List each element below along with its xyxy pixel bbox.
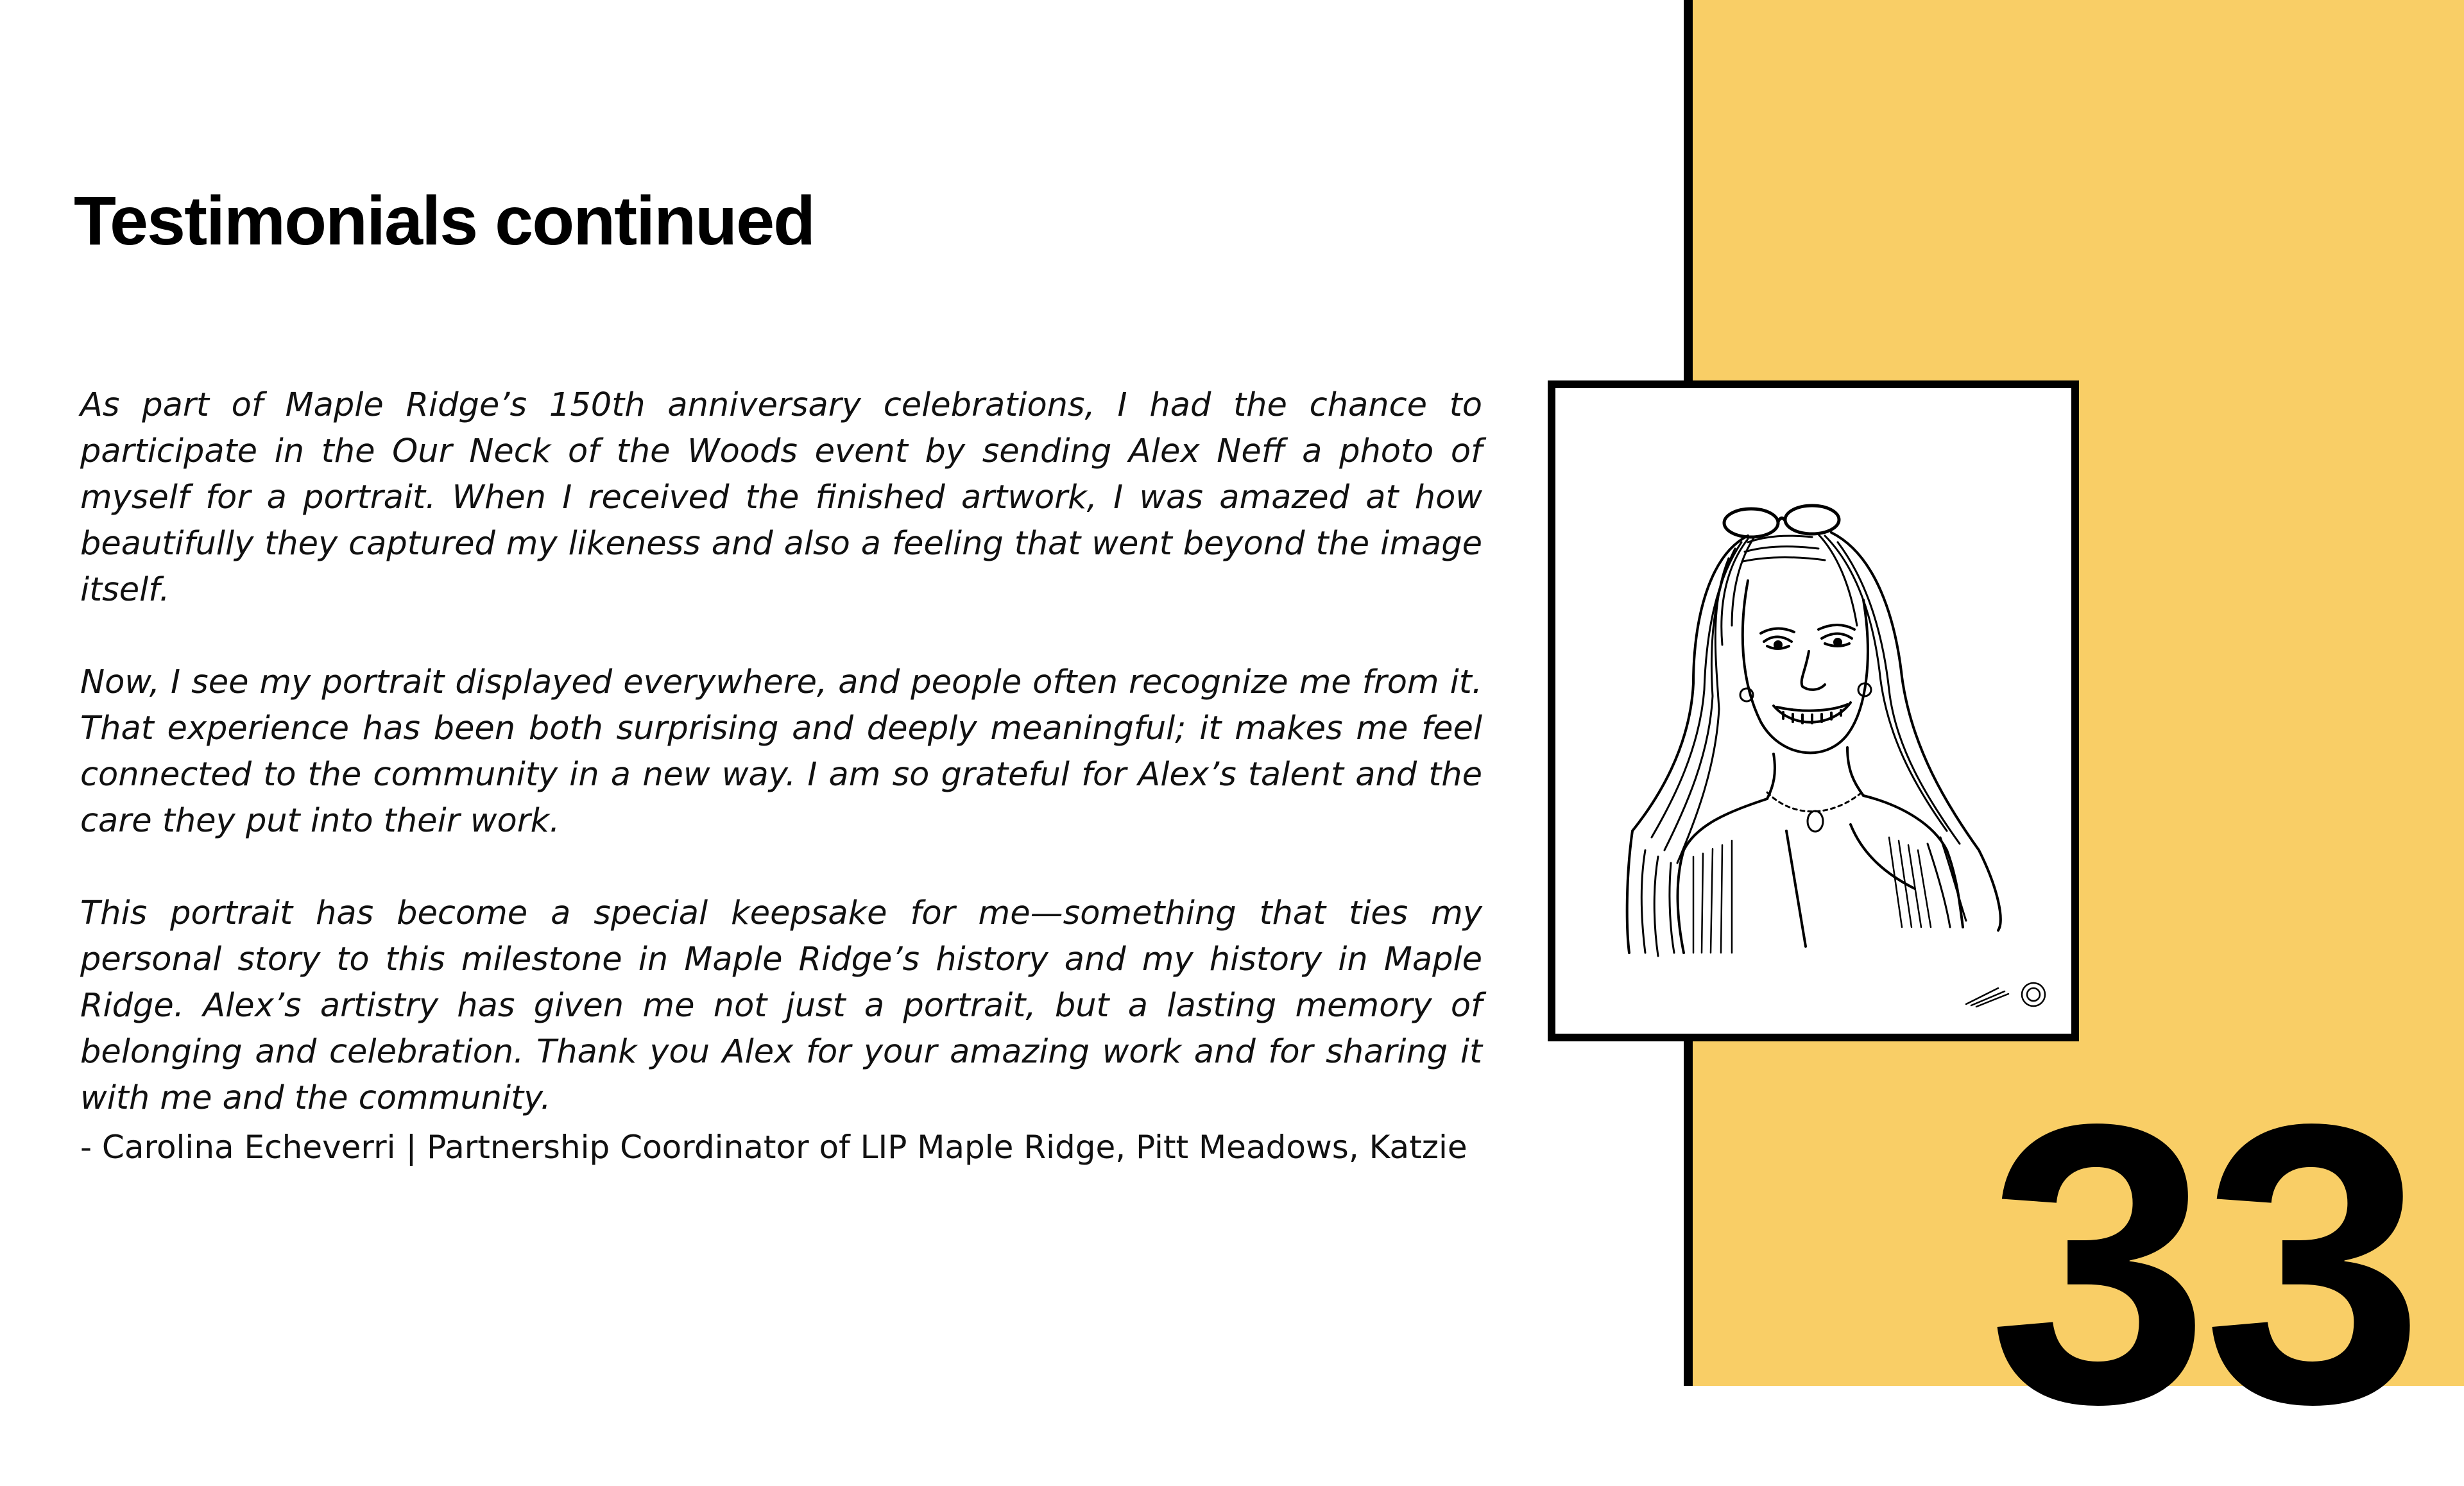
- eyes: [1761, 625, 1854, 649]
- nose: [1802, 651, 1825, 690]
- sunglasses-icon: [1724, 506, 1839, 537]
- testimonial-paragraph: As part of Maple Ridge’s 150th anniversary celebrations, I had the chance to participate in the Our Neck of the Woods event by sending Alex Neff a photo of myself for a portrait. When I received the finished artwork, I was amazed at how beautifully they captured my likeness and also a feeling that went beyond the image itself.: [80, 386, 1482, 609]
- page-number: 33: [1988, 1042, 2418, 1486]
- hair-right: [1831, 533, 2001, 930]
- portrait-illustration: [1555, 388, 2071, 1034]
- necklace: [1767, 791, 1863, 832]
- hair-top: [1743, 536, 1825, 561]
- hair-strands-left: [1641, 537, 1754, 956]
- hair-strands-right: [1818, 534, 1966, 927]
- mouth: [1774, 703, 1851, 723]
- artist-signature: [1966, 983, 2045, 1007]
- testimonial-body: [80, 382, 1482, 1168]
- testimonial-paragraph: Now, I see my portrait displayed everywhere, and people often recognize me from it. That experience has been both surprising and deeply meaningful; it makes me feel connected to the community in a new way. I am so grateful for Alex’s talent and the care they put into their work.: [80, 663, 1482, 840]
- portrait-frame: [1548, 380, 2079, 1041]
- jacket-stripes: [1693, 837, 1931, 953]
- neck: [1767, 747, 1863, 799]
- hair-left: [1627, 536, 1748, 953]
- testimonial-attribution: - Carolina Echeverri | Partnership Coordinator of LIP Maple Ridge, Pitt Meadows, Katzie: [80, 1129, 1467, 1166]
- testimonial-paragraph: This portrait has become a special keepsake for me—something that ties my personal story to this milestone in Maple Ridge’s history and my history in Maple Ridge. Alex’s artistry has given me not just a portrait, but a lasting memory of belonging and celebration. Thank you Alex for your amazing work and for sharing it with me and the community.: [80, 894, 1482, 1117]
- page-title: Testimonials continued: [74, 182, 815, 259]
